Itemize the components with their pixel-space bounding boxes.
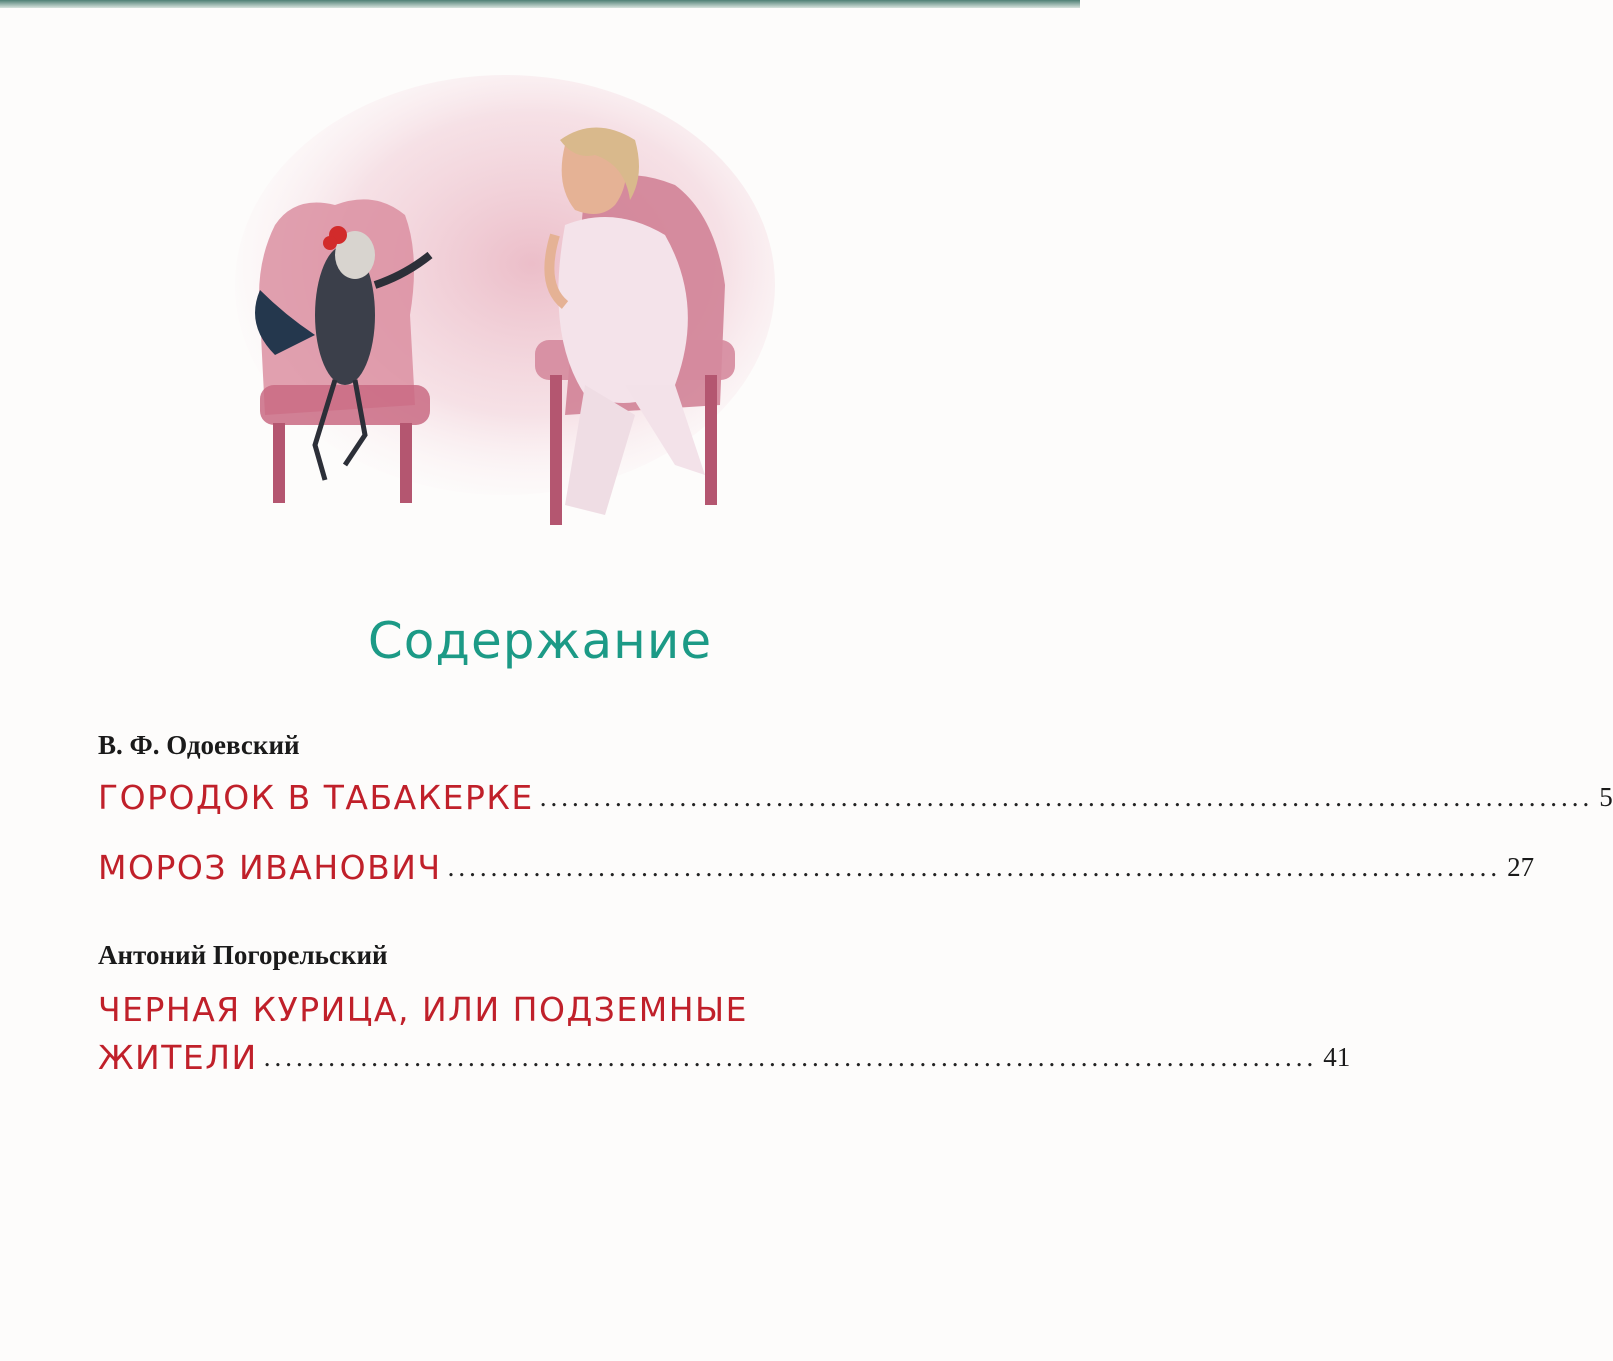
toc-entry-page: 41 xyxy=(1323,1042,1351,1072)
toc-entry-page: 5 xyxy=(1599,782,1613,812)
toc-entry-title-line2: ЖИТЕЛИ xyxy=(98,1038,258,1077)
dot-leader: .................................................................................................. xyxy=(263,1042,1318,1072)
contents-heading: Содержание xyxy=(367,612,713,670)
page-top-edge xyxy=(0,0,1080,8)
toc-entry-moroz[interactable] xyxy=(98,848,1535,887)
toc-entry-chernaya-kuritsa[interactable] xyxy=(98,1038,1351,1077)
author-pogorelsky: Антоний Погорельский xyxy=(98,940,388,970)
toc-entry-title: ГОРОДОК В ТАБАКЕРКЕ xyxy=(98,778,534,817)
illustration xyxy=(205,85,785,555)
toc-entry-gorodok[interactable] xyxy=(98,778,1613,817)
dot-leader: .................................................................................................. xyxy=(539,782,1594,812)
author-odoevsky: В. Ф. Одоевский xyxy=(98,730,300,760)
toc-entry-page: 27 xyxy=(1507,852,1535,882)
toc-entry-title-line1[interactable]: ЧЕРНАЯ КУРИЦА, ИЛИ ПОДЗЕМНЫЕ xyxy=(98,990,748,1029)
toc-entry-title: МОРОЗ ИВАНОВИЧ xyxy=(98,848,442,887)
dot-leader: .................................................................................................. xyxy=(447,852,1502,882)
